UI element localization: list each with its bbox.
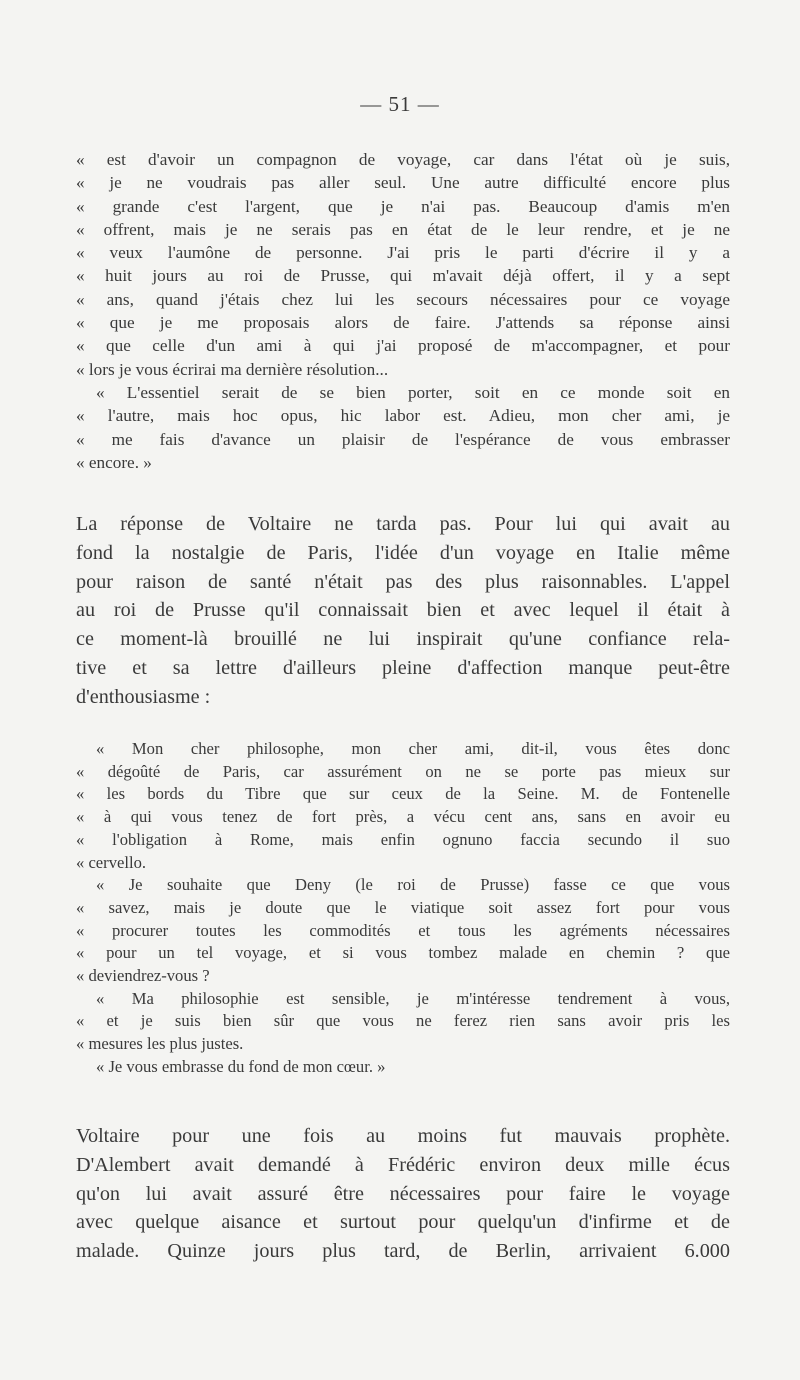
- text-line: fond la nostalgie de Paris, l'idée d'un voyage en Italie même: [76, 541, 730, 564]
- text-line: « mesures les plus justes.: [76, 1034, 244, 1054]
- text-line: pour raison de santé n'était pas des plus raisonnables. L'appel: [76, 570, 730, 593]
- text-line: « je ne voudrais pas aller seul. Une autre difficulté encore plus: [76, 173, 730, 193]
- body-paragraph-1: [76, 510, 730, 712]
- text-line: « L'essentiel serait de se bien porter, soit en ce monde soit en: [96, 382, 730, 402]
- text-line: « deviendrez-vous ?: [76, 966, 210, 986]
- text-line: « veux l'aumône de personne. J'ai pris le parti d'écrire il y a: [76, 243, 730, 263]
- body-paragraph-2: [76, 1122, 730, 1266]
- text-line: La réponse de Voltaire ne tarda pas. Pour lui qui avait au: [76, 513, 730, 535]
- text-line: « que je me proposais alors de faire. J'attends sa réponse ainsi: [76, 313, 730, 333]
- text-line: « Je vous embrasse du fond de mon cœur. »: [96, 1056, 386, 1076]
- text-line: « Ma philosophie est sensible, je m'intéresse tendrement à vous,: [96, 988, 730, 1008]
- text-line: ce moment-là brouillé ne lui inspirait qu'une confiance rela-: [76, 628, 730, 651]
- text-line: « est d'avoir un compagnon de voyage, car dans l'état où je suis,: [76, 150, 730, 169]
- text-line: D'Alembert avait demandé à Frédéric environ deux mille écus: [76, 1153, 730, 1176]
- text-line: « les bords du Tibre que sur ceux de la Seine. M. de Fontenelle: [76, 784, 730, 804]
- text-line: « l'autre, mais hoc opus, hic labor est. Adieu, mon cher ami, je: [76, 406, 730, 426]
- text-line: « et je suis bien sûr que vous ne ferez rien sans avoir pris les: [76, 1011, 730, 1031]
- text-line: « Mon cher philosophe, mon cher ami, dit-il, vous êtes donc: [96, 739, 730, 758]
- text-line: « procurer toutes les commodités et tous les agréments nécessaires: [76, 920, 730, 940]
- text-line: « encore. »: [76, 452, 152, 472]
- text-line: qu'on lui avait assuré être nécessaires pour faire le voyage: [76, 1182, 730, 1205]
- text-line: malade. Quinze jours plus tard, de Berlin, arrivaient 6.000: [76, 1240, 730, 1263]
- text-line: « pour un tel voyage, et si vous tombez malade en chemin ? que: [76, 943, 730, 963]
- text-line: « à qui vous tenez de fort près, a vécu cent ans, sans en avoir eu: [76, 807, 730, 827]
- text-line: au roi de Prusse qu'il connaissait bien et avec lequel il était à: [76, 599, 730, 622]
- text-line: « que celle d'un ami à qui j'ai proposé de m'accompagner, et pour: [76, 336, 730, 356]
- text-line: « me fais d'avance un plaisir de l'espérance de vous embrasser: [76, 429, 730, 449]
- text-line: « dégoûté de Paris, car assurément on ne se porte pas mieux sur: [76, 761, 730, 781]
- letter-quote-voltaire: [76, 738, 730, 1079]
- text-line: « savez, mais je doute que le viatique soit assez fort pour vous: [76, 897, 730, 917]
- text-line: « lors je vous écrirai ma dernière résolution...: [76, 359, 389, 379]
- text-line: « offrent, mais je ne serais pas en état de le leur rendre, et je ne: [76, 219, 730, 239]
- text-line: d'enthousiasme :: [76, 685, 211, 708]
- text-line: « cervello.: [76, 852, 147, 872]
- text-line: « ans, quand j'étais chez lui les secours nécessaires pour ce voyage: [76, 289, 730, 309]
- text-line: « grande c'est l'argent, que je n'ai pas. Beaucoup d'amis m'en: [76, 196, 730, 216]
- text-line: « Je souhaite que Deny (le roi de Prusse) fasse ce que vous: [96, 875, 730, 895]
- text-line: tive et sa lettre d'ailleurs pleine d'affection manque peut-être: [76, 656, 730, 679]
- text-line: Voltaire pour une fois au moins fut mauvais prophète.: [76, 1125, 730, 1147]
- letter-quote-dalembert: [76, 148, 730, 474]
- text-line: avec quelque aisance et surtout pour quelqu'un d'infirme et de: [76, 1211, 730, 1234]
- text-line: « l'obligation à Rome, mais enfin ognuno faccia secundo il suo: [76, 829, 730, 849]
- text-line: « huit jours au roi de Prusse, qui m'avait déjà offert, il y a sept: [76, 266, 730, 286]
- page-number: — 51 —: [360, 92, 440, 116]
